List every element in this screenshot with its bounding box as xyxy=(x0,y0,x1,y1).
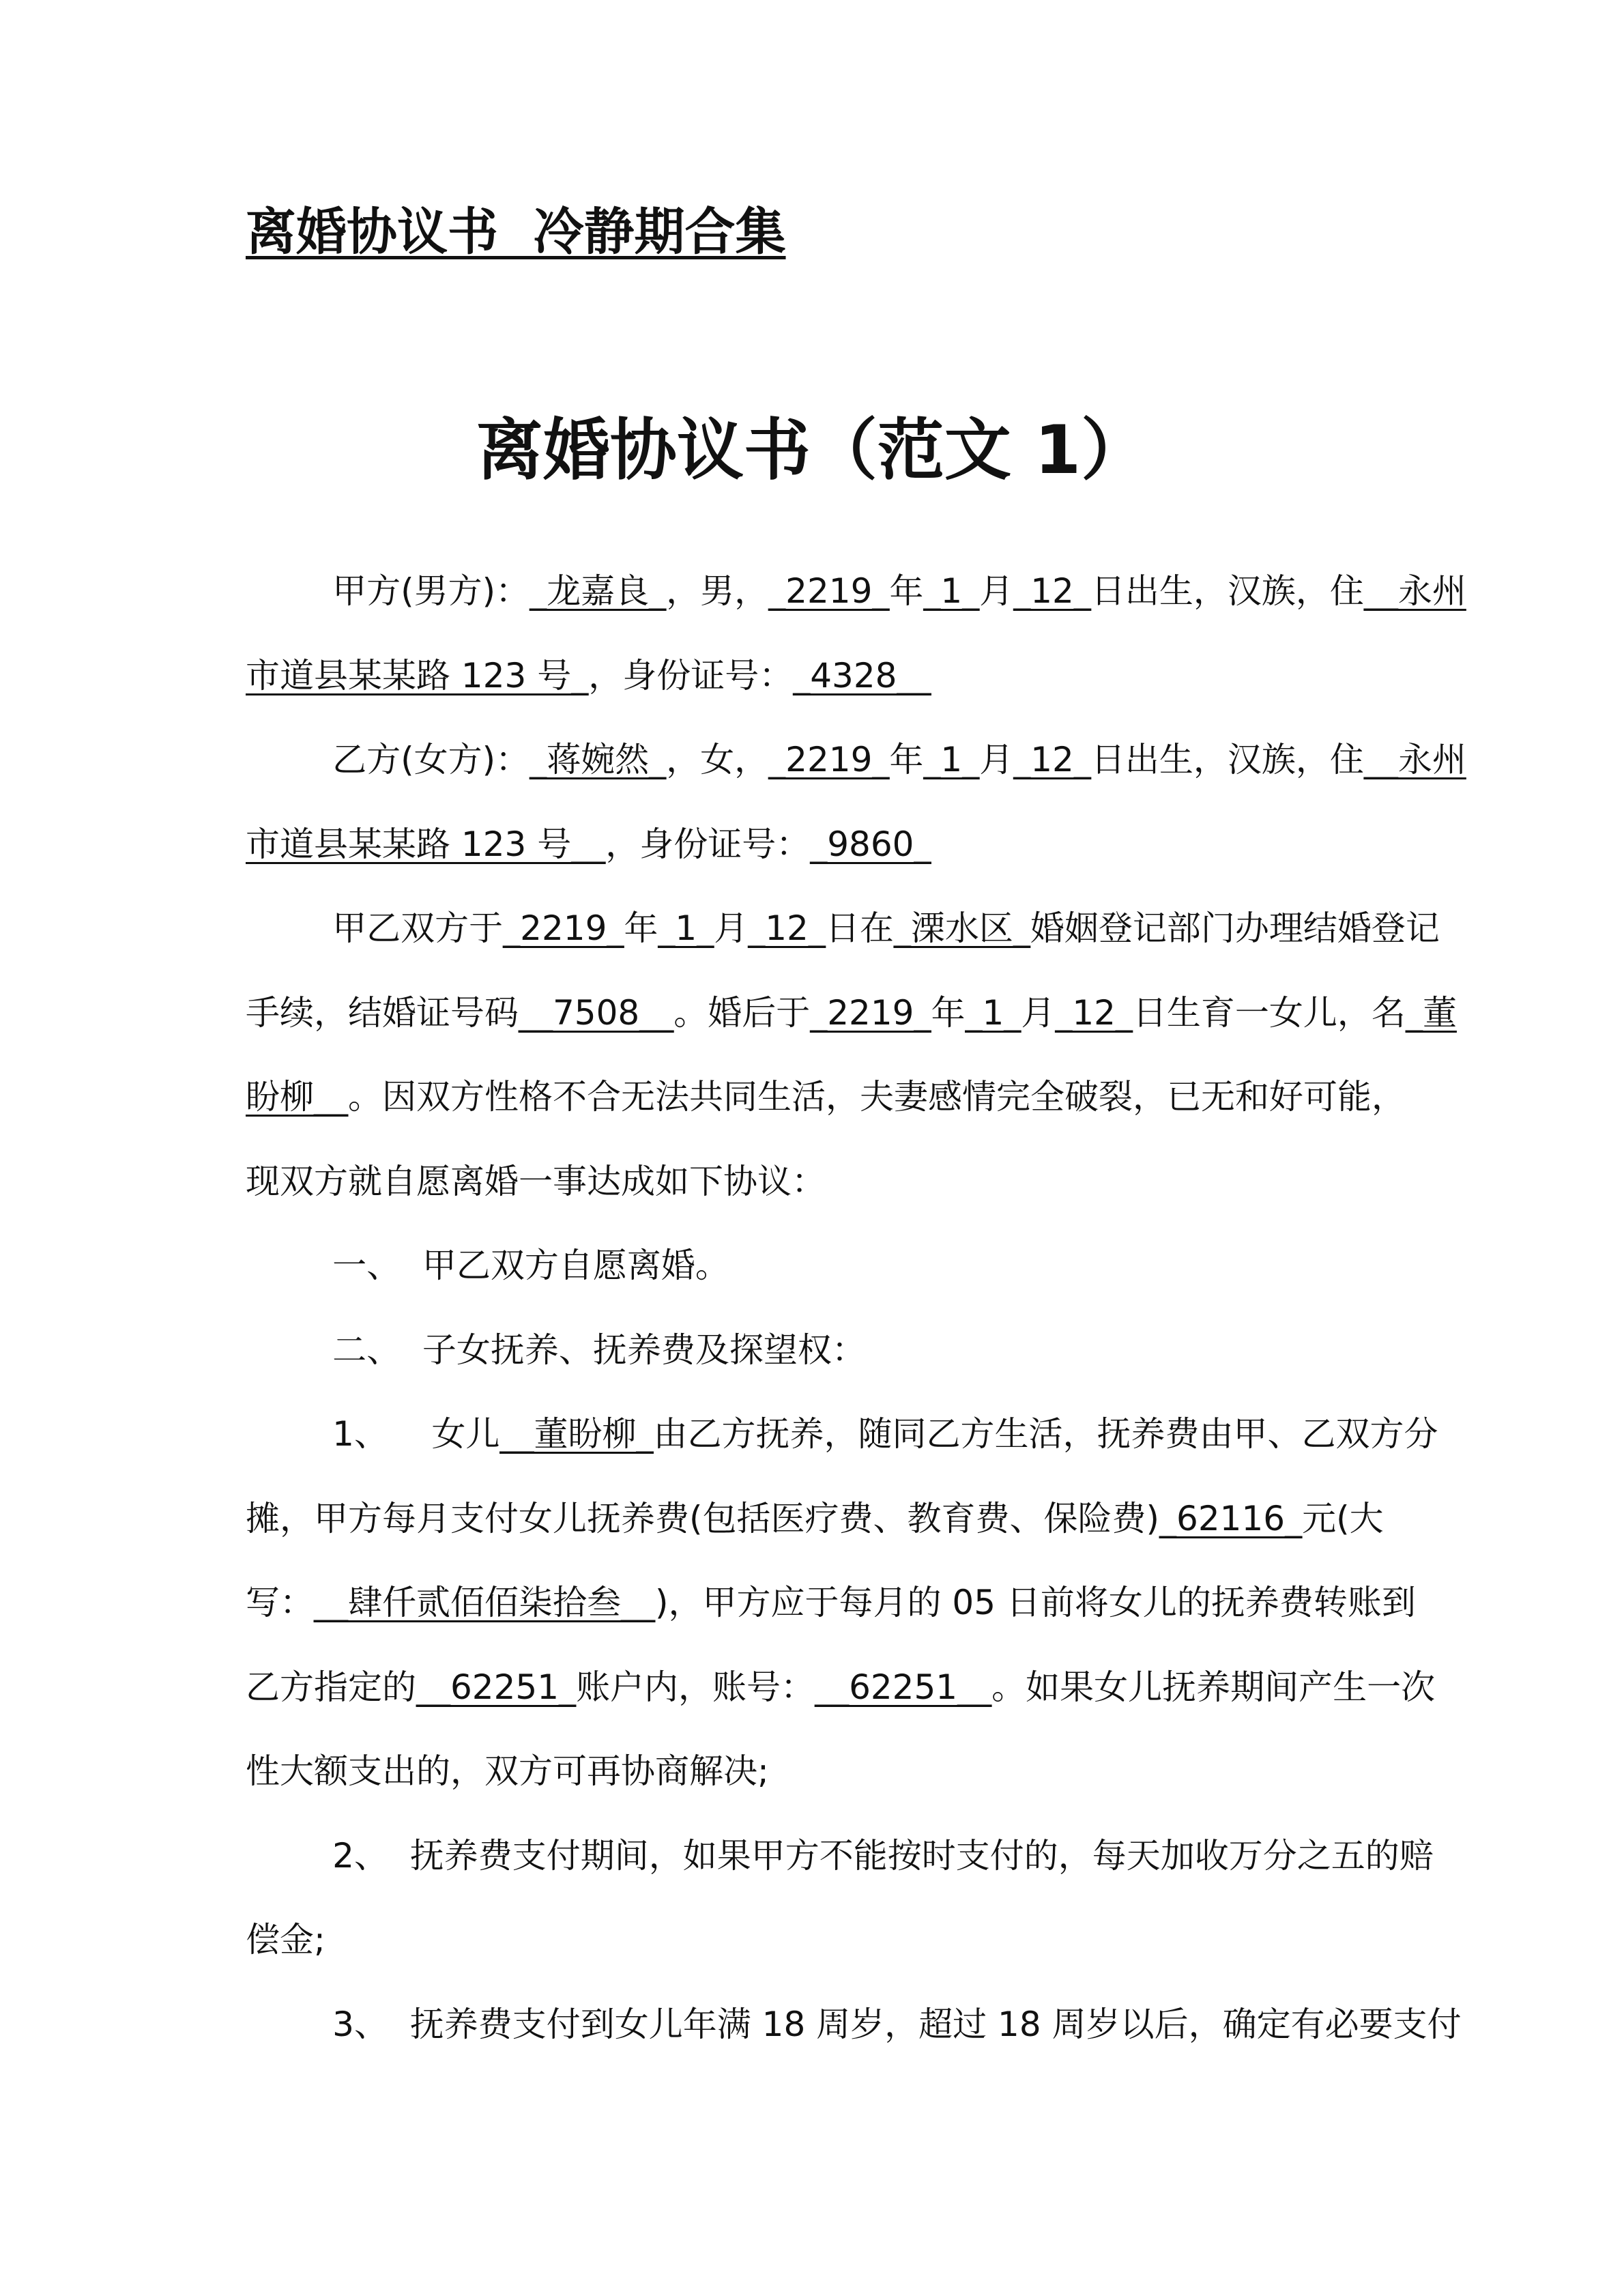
filled-field: __62251__ xyxy=(815,1667,992,1707)
filled-field: _12_ xyxy=(1013,571,1091,611)
filled-field: _董 xyxy=(1405,992,1457,1033)
text-segment: 写： xyxy=(246,1583,314,1622)
text-segment: 。如果女儿抚养期间产生一次 xyxy=(991,1667,1436,1707)
text-segment: 性大额支出的，双方可再协商解决; xyxy=(246,1751,769,1791)
text-segment: 年 xyxy=(889,740,924,779)
text-line xyxy=(246,895,1440,980)
text-segment: 月 xyxy=(979,740,1014,779)
text-segment: 元(大 xyxy=(1302,1498,1384,1538)
text-segment: 一、 甲乙双方自愿离婚。 xyxy=(246,1246,729,1285)
text-line xyxy=(246,1486,1384,1570)
filled-field: __62251_ xyxy=(416,1667,577,1707)
filled-field: _2219_ xyxy=(768,740,890,779)
text-line xyxy=(246,1317,1378,1402)
text-segment: 由乙方抚养，随同乙方生活，抚养费由甲、乙双方分 xyxy=(653,1414,1438,1454)
text-segment: 年 xyxy=(889,571,924,611)
filled-field: 市道县某某路 123 号__ xyxy=(246,824,606,864)
text-segment: ，女， xyxy=(666,740,769,779)
text-segment: 2、 抚养费支付期间，如果甲方不能按时支付的，每天加收万分之五的赔 xyxy=(246,1835,1434,1876)
filled-field: _1_ xyxy=(965,992,1021,1033)
filled-field: _1_ xyxy=(923,571,980,611)
text-segment: 月 xyxy=(1021,992,1056,1033)
filled-field: __7508__ xyxy=(519,992,674,1033)
filled-field: _龙嘉良_ xyxy=(530,571,667,611)
text-line xyxy=(246,1233,1378,1317)
text-segment: 乙方(女方)： xyxy=(246,740,530,779)
text-segment: 年 xyxy=(624,908,658,948)
filled-field: __肆仟贰佰佰柒拾叁__ xyxy=(314,1583,655,1622)
text-segment: 甲乙双方于 xyxy=(246,908,504,948)
text-segment: 二、 子女抚养、抚养费及探望权： xyxy=(246,1330,866,1370)
filled-field: _1_ xyxy=(923,740,980,779)
text-segment: 现双方就自愿离婚一事达成如下协议： xyxy=(246,1161,826,1201)
text-line xyxy=(246,1149,1378,1233)
text-line xyxy=(246,1907,1378,1992)
filled-field: _2219_ xyxy=(810,992,931,1033)
text-segment: 月 xyxy=(714,908,749,948)
text-line xyxy=(246,1738,1378,1823)
text-line xyxy=(246,1654,1436,1739)
filled-field: 盼柳__ xyxy=(246,1077,348,1117)
text-line xyxy=(246,812,1378,896)
text-segment: 婚姻登记部门办理结婚登记 xyxy=(1030,908,1440,948)
text-line xyxy=(246,558,1466,643)
text-line xyxy=(246,980,1457,1065)
text-line xyxy=(246,1823,1434,1908)
text-line xyxy=(246,643,1378,728)
collection-title: 离婚协议书 冷静期合集 xyxy=(246,203,786,261)
text-segment: )，甲方应于每月的 05 日前将女儿的抚养费转账到 xyxy=(655,1583,1416,1622)
text-line xyxy=(246,1570,1416,1654)
text-segment: 账户内，账号： xyxy=(576,1667,815,1707)
text-segment: 年 xyxy=(931,992,966,1033)
text-line xyxy=(246,1992,1462,2076)
text-line xyxy=(246,1064,1406,1149)
filled-field: _2219_ xyxy=(503,908,624,948)
text-segment: ，身份证号： xyxy=(605,824,811,864)
agreement-body xyxy=(246,558,1466,2076)
filled-field: _溧水区_ xyxy=(893,908,1030,948)
filled-field: _12_ xyxy=(748,908,826,948)
text-segment: 甲方(男方)： xyxy=(246,571,530,611)
text-segment: 乙方指定的 xyxy=(246,1667,416,1707)
text-segment: ，男， xyxy=(666,571,769,611)
filled-field: _蒋婉然_ xyxy=(530,740,667,779)
filled-field: __永州 xyxy=(1363,571,1466,611)
text-segment: 。婚后于 xyxy=(673,992,811,1033)
text-segment: ，身份证号： xyxy=(588,655,794,695)
text-segment: 日出生，汉族，住 xyxy=(1090,571,1364,611)
document-title: 离婚协议书（范文 1） xyxy=(476,412,1148,489)
filled-field: _2219_ xyxy=(768,571,890,611)
filled-field: _62116_ xyxy=(1159,1498,1303,1538)
filled-field: _4328__ xyxy=(793,655,931,695)
filled-field: __永州 xyxy=(1363,740,1466,779)
text-segment: 摊，甲方每月支付女儿抚养费(包括医疗费、教育费、保险费) xyxy=(246,1498,1160,1538)
text-line xyxy=(246,1401,1438,1486)
text-segment: 3、 抚养费支付到女儿年满 18 周岁，超过 18 周岁以后，确定有必要支付 xyxy=(246,2004,1462,2044)
filled-field: _9860_ xyxy=(810,824,931,864)
text-segment: 。因双方性格不合无法共同生活，夫妻感情完全破裂，已无和好可能， xyxy=(348,1077,1406,1117)
filled-field: _1_ xyxy=(658,908,714,948)
text-segment: 1、 女儿 xyxy=(246,1414,500,1454)
text-segment: 日在 xyxy=(825,908,894,948)
filled-field: _12_ xyxy=(1013,740,1091,779)
filled-field: __董盼柳_ xyxy=(499,1414,654,1454)
text-segment: 手续，结婚证号码 xyxy=(246,992,519,1033)
text-segment: 偿金; xyxy=(246,1920,325,1960)
text-segment: 日生育一女儿，名 xyxy=(1132,992,1406,1033)
text-segment: 月 xyxy=(979,571,1014,611)
filled-field: _12_ xyxy=(1055,992,1133,1033)
filled-field: 市道县某某路 123 号_ xyxy=(246,655,589,695)
text-segment: 日出生，汉族，住 xyxy=(1090,740,1364,779)
text-line xyxy=(246,727,1466,812)
